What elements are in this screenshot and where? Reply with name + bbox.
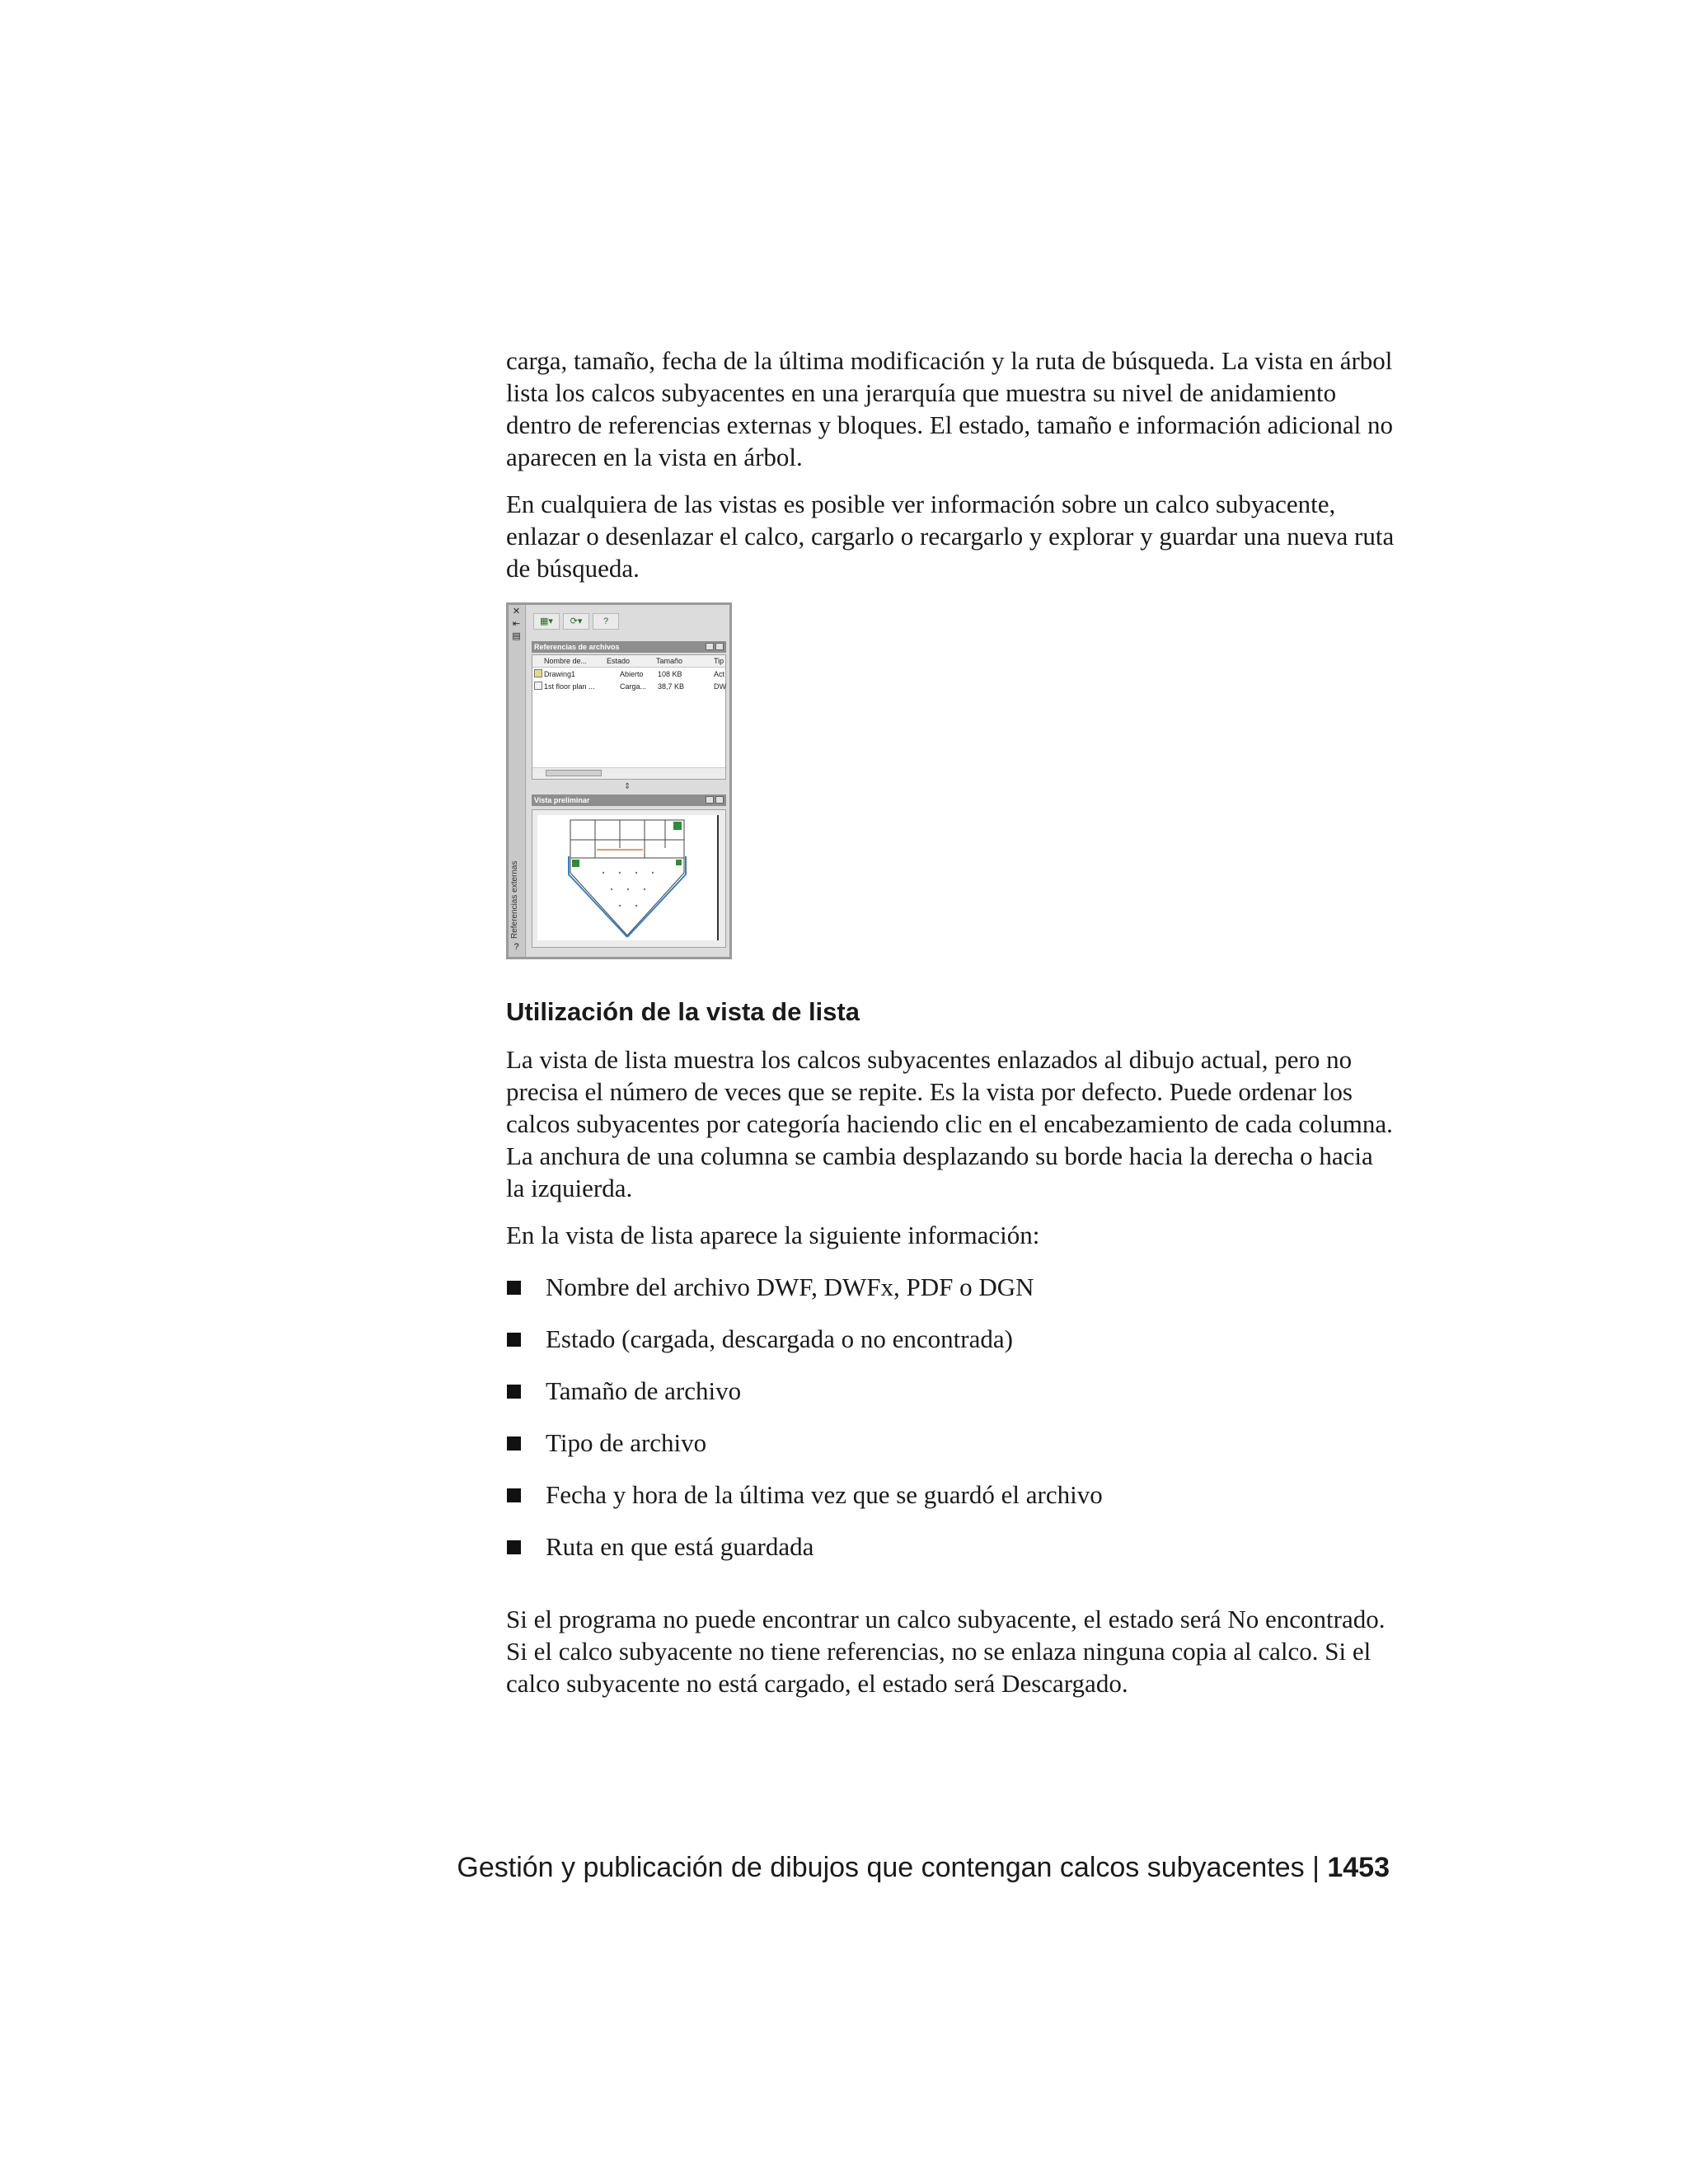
list-item [506,1271,1396,1323]
bullet-icon [507,1281,521,1295]
column-name[interactable]: Nombre de... [544,657,588,665]
bullet-icon [507,1385,521,1399]
properties-icon[interactable]: ▤ [512,631,521,641]
table-row[interactable] [532,681,725,692]
list-item-text: Tipo de archivo [546,1428,707,1457]
row-type: Act [714,670,725,678]
list-item [506,1323,1396,1375]
list-item [506,1479,1396,1530]
bullet-icon [507,1488,521,1502]
column-status[interactable]: Estado [607,657,631,665]
column-size[interactable]: Tamaño [656,657,683,665]
scrollbar-thumb[interactable] [546,770,602,776]
row-status: Carga... [620,682,647,691]
preview-mode-icon[interactable] [706,796,714,804]
list-item [506,1530,1396,1582]
close-icon[interactable]: ✕ [512,607,521,616]
list-item-text: Estado (cargada, descargada o no encontrada) [546,1324,1013,1353]
paragraph-views: En cualquiera de las vistas es posible ver información sobre un calco subyacente, enlazar o desenlazar el calco, cargarlo o recargarlo y explorar y guardar una nueva ruta de búsqueda. [506,490,1395,583]
paragraph-list-info: En la vista de lista aparece la siguiente información: [506,1221,1040,1249]
row-size: 38,7 KB [658,682,685,691]
list-view-icon[interactable] [706,643,714,650]
column-header [532,655,725,668]
splitter-handle-icon[interactable]: ⇕ [624,782,631,791]
refresh-icon[interactable]: ⟳▾ [563,613,589,630]
panel-side-strip [509,605,526,957]
external-references-panel [506,602,732,959]
panel-side-label: Referencias externas [510,860,519,939]
page-number: 1453 [1327,1852,1390,1883]
preview-box [532,809,726,948]
details-mode-icon[interactable] [715,796,724,804]
column-type[interactable]: Tip [714,657,724,665]
file-references-header [532,641,726,653]
panel-main [527,605,729,957]
tree-view-icon[interactable] [715,643,724,650]
list-item [506,1427,1396,1479]
list-item-text: Tamaño de archivo [546,1376,742,1405]
file-references-title: Referencias de archivos [534,643,620,651]
bullet-icon [507,1436,521,1451]
row-name: Drawing1 [544,670,576,678]
bullet-icon [507,1540,521,1554]
floor-plan-preview [537,815,717,940]
row-name: 1st floor plan ... [544,682,595,691]
horizontal-scrollbar[interactable] [532,767,725,779]
paragraph-intro: carga, tamaño, fecha de la última modificación y la ruta de búsqueda. La vista en árbol lista los calcos subyacentes en una jerarquía que muestra su nivel de anidamiento dentro de referencias externas y bloques. El estado, tamaño e información adicional no aparecen en la vista en árbol. [506,346,1393,471]
section-heading: Utilización de la vista de lista [506,997,860,1026]
row-type: DW [714,682,726,691]
paragraph-status: Si el programa no puede encontrar un calco subyacente, el estado será No encontrado. Si el calco subyacente no tiene referencias, no se enlaza ninguna copia al calco. Si el calco subyacente no está cargado, el estado será Descargado. [506,1605,1386,1698]
preview-title: Vista preliminar [534,796,590,804]
help-icon[interactable]: ? [593,613,619,630]
page-footer [457,1849,1390,1886]
autohide-icon[interactable]: ⇤ [512,619,521,629]
file-references-list [532,654,726,780]
paragraph-list-view: La vista de lista muestra los calcos subyacentes enlazados al dibujo actual, pero no precisa el número de veces que se repite. Es la vista por defecto. Puede ordenar los calcos subyacentes por categoría haciendo clic en el encabezamiento de cada columna. La anchura de una columna se cambia desplazando su borde hacia la derecha o hacia la izquierda. [506,1045,1393,1202]
info-list [506,1271,1396,1582]
preview-canvas [537,815,719,940]
attach-dwg-icon[interactable]: ▦▾ [533,613,560,630]
table-row[interactable] [532,668,725,680]
list-item-text: Ruta en que está guardada [546,1532,814,1561]
preview-header [532,794,726,806]
list-item [506,1375,1396,1427]
bullet-icon [507,1333,521,1347]
dwf-file-icon [534,682,542,690]
list-item-text: Fecha y hora de la última vez que se guardó el archivo [546,1480,1103,1509]
help-icon[interactable]: ? [513,942,519,952]
row-status: Abierto [620,670,644,678]
list-item-text: Nombre del archivo DWF, DWFx, PDF o DGN [546,1272,1034,1301]
panel-toolbar [533,613,619,630]
footer-title: Gestión y publicación de dibujos que contengan calcos subyacentes | [457,1852,1320,1883]
dwg-file-icon [534,669,542,677]
row-size: 108 KB [658,670,682,678]
